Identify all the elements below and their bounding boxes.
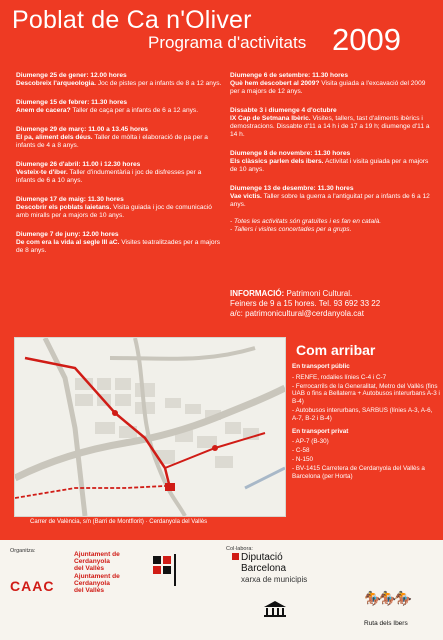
event-text: Visita guiada a l'excavació del 2009 per a majors de 12 anys. bbox=[230, 80, 426, 95]
event-text: Visites, tallers, tast d'aliments ibèrics i demostracions. Dissabte d'11 a 14 h i de 17 a 19 h; diumenge d'11 a 14 h. bbox=[230, 115, 430, 138]
event-date: Diumenge 6 de setembre: 11.30 hores bbox=[230, 72, 349, 79]
event-date: Diumenge 8 de novembre: 11.30 hores bbox=[230, 150, 351, 157]
patrimoni-icon bbox=[150, 552, 180, 590]
ruta-ibers-icon: 🏇🏇🏇 bbox=[364, 590, 411, 606]
museum-icon bbox=[263, 600, 287, 618]
event-title: Vesteix-te d'iber. bbox=[16, 169, 68, 176]
events-left-column bbox=[16, 72, 222, 266]
info-phone: Tel. 93 692 33 22 bbox=[318, 299, 381, 308]
event-text: Taller de caça per a infants de 6 a 12 anys. bbox=[72, 107, 199, 114]
poster-subtitle: Programa d'activitats bbox=[148, 33, 307, 52]
event-title: Els clàssics parlen dels ibers. bbox=[230, 158, 324, 165]
event-title: Vae victis. bbox=[230, 193, 262, 200]
com-arribar-title: Com arribar bbox=[296, 342, 376, 358]
private-item: - AP-7 (B-30) bbox=[292, 438, 329, 446]
note-groups: - Tallers i visites concertades per a grups. bbox=[230, 226, 352, 233]
event-title: Què hem descobert al 2009? bbox=[230, 80, 320, 87]
event-item bbox=[16, 99, 222, 115]
map-caption: Carrer de València, s/n (Barri de Montflorit) · Cerdanyola del Vallès bbox=[30, 519, 208, 525]
event-item bbox=[16, 72, 222, 88]
info-org: Patrimoni Cultural. bbox=[286, 289, 353, 298]
map-graphic bbox=[15, 338, 285, 516]
event-item bbox=[16, 196, 222, 220]
event-item bbox=[230, 185, 430, 209]
event-text: Visites teatralitzades per a majors de 8 anys. bbox=[16, 239, 221, 254]
event-text: Taller sobre la guerra a l'antiguitat per a infants de 6 a 12 anys. bbox=[230, 193, 430, 208]
info-email[interactable]: a/c: patrimonicultural@cerdanyola.cat bbox=[230, 309, 364, 318]
info-label: INFORMACIÓ: bbox=[230, 289, 285, 298]
event-item bbox=[16, 126, 222, 150]
public-transport-title: En transport públic bbox=[292, 363, 350, 370]
event-date: Diumenge 26 d'abril: 11.00 i 12.30 hores bbox=[16, 161, 141, 168]
event-item bbox=[16, 161, 222, 185]
event-date: Diumenge 13 de desembre: 11.30 hores bbox=[230, 185, 354, 192]
event-text: Activitat i visita guiada per a majors de 10 anys. bbox=[230, 158, 429, 173]
event-item bbox=[16, 231, 222, 255]
event-date: Diumenge 29 de març: 11.00 a 13.45 hores bbox=[16, 126, 148, 133]
event-date: Diumenge 25 de gener: 12.00 hores bbox=[16, 72, 127, 79]
location-map[interactable] bbox=[14, 337, 286, 517]
event-date: Diumenge 15 de febrer: 11.30 hores bbox=[16, 99, 128, 106]
events-right-column bbox=[230, 72, 430, 234]
poster-title: Poblat de Ca n'Oliver bbox=[12, 6, 252, 34]
ajuntament-logo: Ajuntament de Cerdanyola del Vallès Ajuntament de Cerdanyola del Vallès bbox=[74, 551, 120, 595]
event-title: De com era la vida al segle III aC. bbox=[16, 239, 120, 246]
event-text: Taller d'indumentària i joc de disfresses per a infants de 6 a 10 anys. bbox=[16, 169, 202, 184]
event-item bbox=[230, 72, 430, 96]
ruta-ibers-logo: Ruta dels Ibers bbox=[364, 620, 408, 627]
event-title: El pa, aliment dels déus. bbox=[16, 134, 93, 141]
event-item bbox=[230, 107, 430, 139]
event-text: Joc de pistes per a infants de 8 a 12 anys. bbox=[97, 80, 222, 87]
event-date: Diumenge 17 de maig: 11.30 hores bbox=[16, 196, 124, 203]
event-item bbox=[230, 150, 430, 174]
info-hours: Feiners de 9 a 15 hores. bbox=[230, 299, 317, 308]
event-title: Descobrir els poblats laietans. bbox=[16, 204, 112, 211]
info-block bbox=[230, 289, 436, 319]
poster-year: 2009 bbox=[332, 22, 401, 57]
private-item: - N-150 bbox=[292, 455, 313, 463]
event-title: IX Cap de Setmana Ibèric. bbox=[230, 115, 311, 122]
event-title: Descobreix l'arqueologia. bbox=[16, 80, 96, 87]
event-date: Diumenge 7 de juny: 12.00 hores bbox=[16, 231, 119, 238]
private-transport-title: En transport privat bbox=[292, 427, 349, 435]
caac-logo: CAAC bbox=[10, 578, 55, 594]
private-item: - C-58 bbox=[292, 447, 310, 455]
private-item: - BV-1415 Carretera de Cerdanyola del Vallès a Barcelona (per Horta) bbox=[292, 464, 425, 480]
notes bbox=[230, 218, 430, 234]
event-title: Anem de cacera? bbox=[16, 107, 71, 114]
event-date: Dissabte 3 i diumenge 4 d'octubre bbox=[230, 107, 337, 114]
organitza-label: Organitza: bbox=[10, 548, 36, 554]
public-item: - Ferrocarrils de la Generalitat, Metro del Vallès (fins UAB o fins a Bellaterra + Autobusos interurbans A-3 i B-4) bbox=[292, 382, 440, 406]
note-free: - Totes les activitats són gratuïtes i es fan en català. bbox=[230, 218, 382, 225]
public-item: - Autobusos interurbans, SARBUS (línies A-3, A-6, A-7, B-2 i B-4) bbox=[292, 406, 433, 422]
public-item: - RENFE, rodalies línies C-4 i C-7 bbox=[292, 373, 387, 381]
diputacio-logo: Diputació Barcelona xarxa de municipis bbox=[232, 552, 307, 585]
col-labora-label: Col·labora: bbox=[226, 546, 253, 552]
com-arribar-block bbox=[292, 363, 440, 481]
event-text: Taller de mòlta i elaboració de pa per a infants de 4 a 8 anys. bbox=[16, 134, 208, 149]
event-text: Visita guiada i joc de comunicació amb miralls per a majors de 10 anys. bbox=[16, 204, 212, 219]
